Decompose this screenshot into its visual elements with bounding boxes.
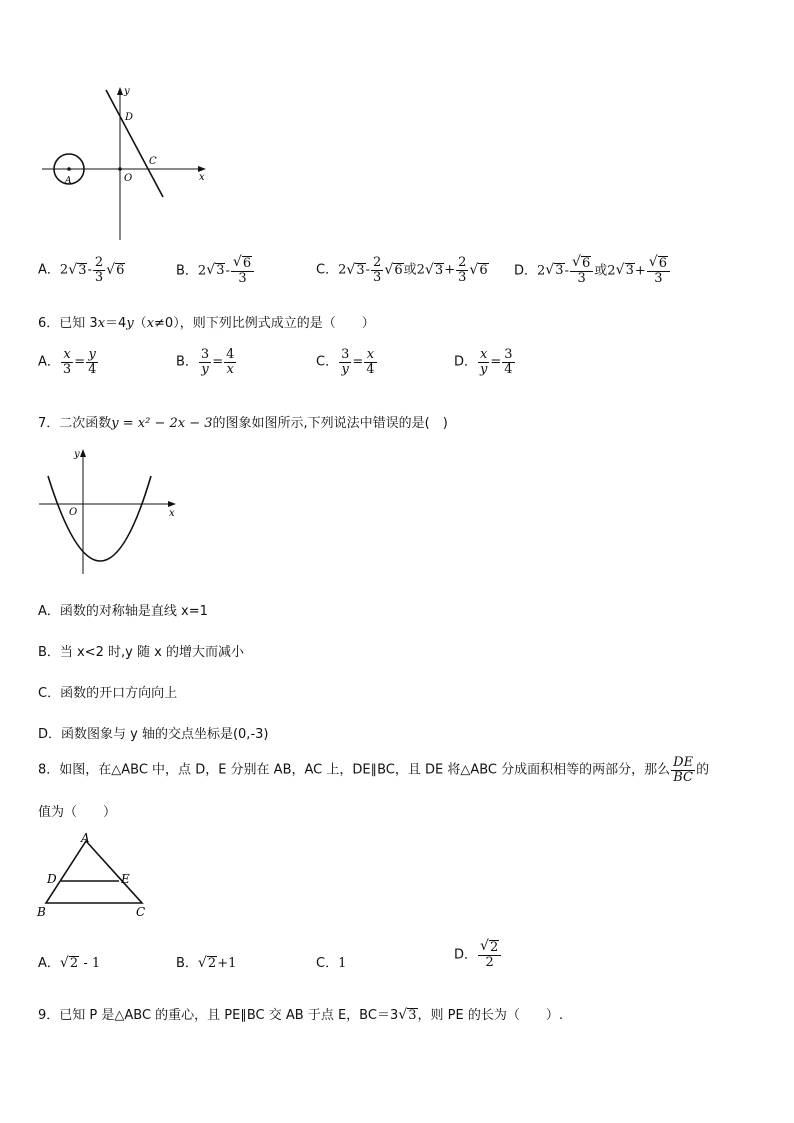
q8-option-a[interactable]: A．√ 2 - 1 — [38, 952, 100, 971]
x-axis-arrow — [168, 501, 176, 507]
q6-option-d[interactable]: D． $\frac{x}{y}$ = $\frac{3}{4}$ — [454, 347, 513, 377]
label-c: C — [136, 905, 146, 919]
x-label: x — [169, 508, 175, 519]
y-axis-arrow — [117, 87, 123, 95]
q5-figure — [36, 82, 216, 244]
label-c: C — [149, 156, 157, 167]
q8-option-b[interactable]: B．√ 2+1 — [176, 952, 236, 971]
q7-stem: 7．二次函数y = x² − 2x − 3的图象如图所示,下列说法中错误的是( ) — [38, 416, 448, 431]
label-e: E — [121, 872, 130, 886]
q5-option-d[interactable]: D．2√ 3- √ $\frac{6}{3}$ 或2√ 3+ √ $\frac{6}{3}$ — [514, 256, 671, 286]
label-a: A — [81, 831, 90, 845]
q6-option-c[interactable]: C． $\frac{3}{y}$ = $\frac{x}{4}$ — [316, 347, 375, 377]
label-o: O — [124, 173, 133, 184]
q7-option-c[interactable]: C．函数的开口方向向上 — [38, 686, 178, 701]
label-a: A — [65, 176, 72, 186]
q7-option-a[interactable]: A．函数的对称轴是直线 x=1 — [38, 604, 208, 619]
q8-stem-line1: 8．如图，在△ABC 中，点 D，E 分别在 AB，AC 上，DE∥BC，且 DE 将△ABC 分成面积相等的两部分，那么 $\frac{DE}{BC}$ 的 — [38, 755, 710, 785]
q5-option-b[interactable]: B．2√ 3- √ $\frac{6}{3}$ — [176, 256, 255, 286]
q7-figure — [36, 446, 181, 576]
x-label: x — [199, 172, 205, 183]
q6-stem: 6．已知 3x＝4y（x≠0），则下列比例式成立的是（ ） — [38, 316, 375, 331]
q7-option-b[interactable]: B．当 x<2 时,y 随 x 的增大而减小 — [38, 645, 244, 660]
center-a-dot — [67, 167, 71, 171]
q8-stem-line2: 值为（ ） — [38, 805, 117, 820]
line-dc — [106, 90, 163, 197]
y-label: y — [124, 86, 130, 97]
q6-option-b[interactable]: B． $\frac{3}{y}$ = $\frac{4}{x}$ — [176, 347, 235, 377]
q6-option-a[interactable]: A． $\frac{x}{3}$ = $\frac{y}{4}$ — [38, 347, 97, 377]
y-axis-arrow — [80, 449, 86, 457]
q8-option-c[interactable]: C．1 — [316, 956, 347, 971]
q9-stem: 9．已知 P 是△ABC 的重心，且 PE∥BC 交 AB 于点 E，BC＝3√ 3，则 PE 的长为（ ）. — [38, 1004, 563, 1023]
label-d: D — [125, 112, 134, 123]
q7-formula: y = x² − 2x − 3 — [111, 416, 213, 431]
y-label: y — [74, 449, 80, 460]
label-o: O — [69, 507, 78, 518]
q8-figure — [34, 830, 154, 922]
parabola — [48, 476, 151, 561]
label-d: D — [47, 872, 57, 886]
q5-option-c[interactable]: C．2√ 3- $\frac{2}{3}$ √ 6或2√ 3+ $\frac{2}{3}$ √ 6 — [316, 256, 489, 284]
origin-dot — [118, 167, 122, 171]
label-b: B — [37, 905, 46, 919]
q7-option-d[interactable]: D．函数图象与 y 轴的交点坐标是(0,-3) — [38, 727, 269, 742]
q5-option-a[interactable]: A．2√ 3- $\frac{2}{3}$ √ 6 — [38, 256, 125, 284]
q8-option-d[interactable]: D． √ $\frac{2}{2}$ — [454, 940, 502, 970]
